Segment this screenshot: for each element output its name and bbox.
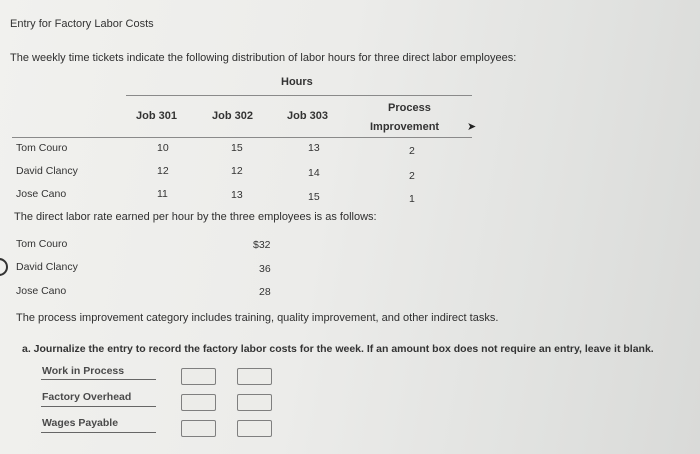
question-text: a. Journalize the entry to record the factory labor costs for the week. If an amount box does not require an entry, leave it blank.: [22, 343, 654, 355]
table-cell: 12: [157, 165, 169, 177]
table-cell: 2: [409, 145, 415, 157]
rate-value: 36: [259, 263, 271, 275]
rate-intro-text: The direct labor rate earned per hour by the three employees is as follows:: [14, 211, 377, 223]
table-cell: 10: [157, 142, 169, 154]
credit-amount-input[interactable]: [237, 420, 272, 437]
column-header-process: Process: [388, 102, 431, 114]
table-cell: 13: [308, 142, 320, 154]
radio-indicator: [0, 258, 8, 276]
column-header-job-302: Job 302: [212, 110, 253, 122]
rate-row-name: Tom Couro: [16, 238, 68, 250]
table-group-header: Hours: [281, 76, 313, 88]
table-row-name: David Clancy: [16, 165, 78, 177]
column-header-improvement: Improvement: [370, 121, 440, 133]
table-row-name: Jose Cano: [16, 188, 67, 200]
table-cell: 11: [157, 188, 168, 200]
intro-text: The weekly time tickets indicate the following distribution of labor hours for three direct labor employees:: [10, 52, 517, 64]
note-text: The process improvement category includes training, quality improvement, and other indirect tasks.: [16, 312, 499, 324]
credit-amount-input[interactable]: [237, 394, 272, 411]
rate-value: $32: [253, 239, 271, 251]
debit-amount-input[interactable]: [181, 420, 216, 437]
account-work-in-process[interactable]: Work in Process: [42, 365, 125, 377]
debit-amount-input[interactable]: [181, 368, 216, 385]
table-cell: 2: [409, 170, 415, 182]
table-cell: 13: [231, 189, 243, 201]
account-wages-payable[interactable]: Wages Payable: [42, 417, 119, 429]
page-title: Entry for Factory Labor Costs: [10, 18, 154, 30]
column-header-job-301: Job 301: [136, 110, 177, 122]
account-underline: [41, 406, 156, 407]
table-cell: 12: [231, 165, 243, 177]
account-underline: [41, 379, 156, 380]
table-cell: 14: [308, 167, 320, 179]
table-cell: 15: [231, 142, 243, 154]
cursor-arrow-icon: ➤: [467, 121, 477, 133]
table-row-name: Tom Couro: [16, 142, 68, 154]
table-header-rule: [12, 137, 472, 138]
credit-amount-input[interactable]: [237, 368, 272, 385]
account-underline: [41, 432, 156, 433]
table-top-rule: [126, 95, 472, 96]
account-factory-overhead[interactable]: Factory Overhead: [42, 391, 132, 403]
table-cell: 1: [409, 193, 415, 205]
rate-value: 28: [259, 286, 271, 298]
rate-row-name: David Clancy: [16, 261, 78, 273]
debit-amount-input[interactable]: [181, 394, 216, 411]
table-cell: 15: [308, 191, 320, 203]
column-header-job-303: Job 303: [287, 110, 328, 122]
rate-row-name: Jose Cano: [16, 285, 67, 297]
